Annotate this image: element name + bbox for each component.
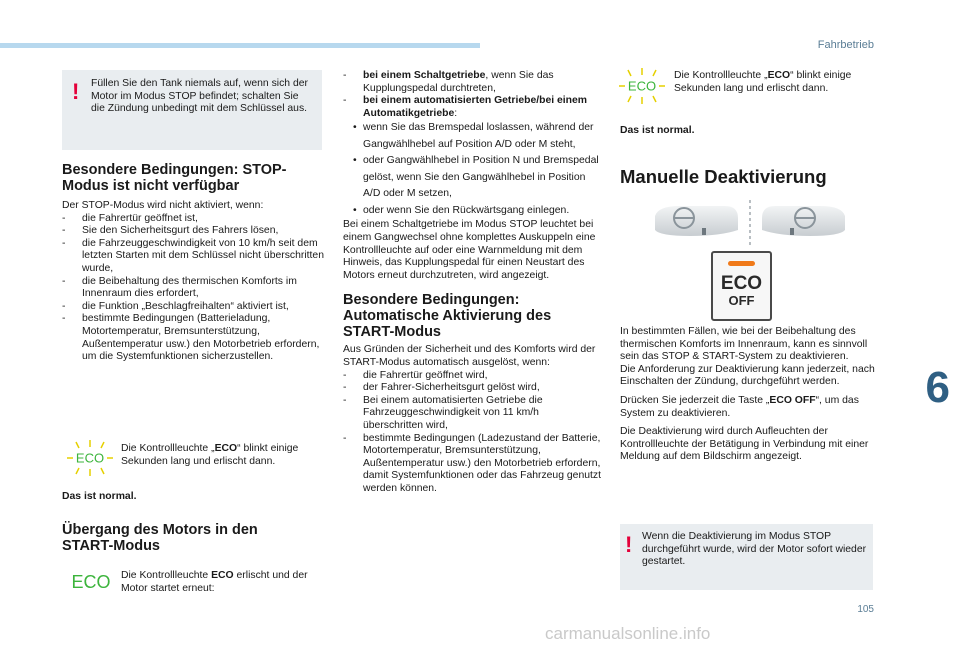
- right-para-1: In bestimmten Fällen, wie bei der Beibehaltung des thermischen Komforts im Innenraum, kann es sinnvoll sein das STOP & START-System zu deaktivieren.: [620, 326, 868, 363]
- svg-text:ECO: ECO: [627, 78, 657, 94]
- list-item: - Bei einem automatisierten Getriebe die Fahrzeuggeschwindigkeit von 11 km/h überschritten wird,: [343, 394, 543, 431]
- list-item: - die Fahrertür geöffnet ist,: [62, 212, 198, 224]
- warning-icon: !: [72, 79, 80, 104]
- right-text: [620, 326, 876, 464]
- list-item: - der Fahrer-Sicherheitsgurt gelöst wird,: [343, 382, 540, 394]
- warning-box: [62, 70, 322, 150]
- eco-blinking-icon: [618, 68, 666, 104]
- list-item: - Sie den Sicherheitsgurt des Fahrers lösen,: [62, 225, 279, 237]
- eco-icon-label: ECO: [75, 450, 105, 466]
- dashboard-illustration: [650, 200, 850, 245]
- middle-column: [343, 70, 601, 495]
- right-para-4: Die Deaktivierung wird durch Aufleuchten der Kontrollleuchte der Betätigung in Verbindung mit einer Meldung auf dem Bildschirm angezeigt.: [620, 426, 869, 463]
- eco-off-text: Die Kontrollleuchte ECO erlischt und der Motor startet erneut:: [121, 570, 308, 594]
- svg-text:ECO: ECO: [71, 572, 111, 592]
- list-item: - die Fahrertür geöffnet wird,: [343, 369, 488, 381]
- header-bar: [0, 43, 480, 48]
- eco-off-button[interactable]: [711, 251, 772, 321]
- warning-text: Füllen Sie den Tank niemals auf, wenn sich der Motor im Modus STOP befindet; schalten Sie die Zündung unbedingt mit dem Schlüssel aus.: [91, 78, 308, 115]
- chapter-number: 6: [925, 363, 950, 412]
- page-number: 105: [857, 604, 874, 615]
- list-item: - die Fahrzeuggeschwindigkeit von 10 km/h seit dem letzten Starten mit dem Schlüssel nicht überschritten wurde,: [62, 237, 324, 274]
- eco-off-eco-label: ECO: [720, 273, 763, 294]
- stop-list: [62, 213, 324, 364]
- eco-blinking-icon: [66, 440, 114, 476]
- stop-section: [62, 162, 324, 364]
- stop-intro: Der STOP-Modus wird nicht aktiviert, wenn:: [62, 200, 264, 211]
- list-item: • wenn Sie das Bremspedal loslassen, während der Gangwählhebel auf Position A/D oder M steht,: [353, 122, 594, 150]
- eco-off-led: [728, 261, 755, 266]
- warning-icon: !: [625, 532, 633, 557]
- transition-heading: Übergang des Motors in den START-Modus: [62, 522, 258, 554]
- normal-note-right: Das ist normal.: [620, 125, 695, 136]
- right-para-2: Die Anforderung zur Deaktivierung kann jederzeit, nach Einschalten der Zündung, durchgeführt werden.: [620, 363, 875, 388]
- list-item: - bei einem Schaltgetriebe, wenn Sie das Kupplungspedal durchtreten,: [343, 70, 554, 94]
- list-item: • oder Gangwählhebel in Position N und Bremspedal gelöst, wenn Sie den Gangwählhebel in Position A/D oder M setzen,: [353, 155, 599, 200]
- manual-deactivation-heading: Manuelle Deaktivierung: [620, 166, 827, 187]
- list-item: - bei einem automatisierten Getriebe/bei einem Automatikgetriebe:: [343, 95, 588, 119]
- list-item: - die Beibehaltung des thermischen Komforts im Innenraum dies erfordert,: [62, 275, 297, 300]
- eco-off-off-label: OFF: [728, 293, 755, 308]
- auto-intro: Aus Gründen der Sicherheit und des Komforts wird der START-Modus automatisch ausgelöst, wenn:: [343, 344, 596, 368]
- section-title: Fahrbetrieb: [817, 39, 874, 51]
- list-item: - die Funktion „Beschlagfreihalten“ aktiviert ist,: [62, 300, 289, 312]
- warning-box-right: [620, 524, 873, 590]
- normal-note: Das ist normal.: [62, 491, 137, 502]
- watermark: carmanualsonline.info: [545, 624, 711, 643]
- eco-blink-text-right: Die Kontrollleuchte „ECO“ blinkt einige Sekunden lang und erlischt dann.: [674, 70, 852, 94]
- list-item: • oder wenn Sie den Rückwärtsgang einlegen.: [353, 204, 570, 216]
- list-item: - bestimmte Bedingungen (Ladezustand der Batterie, Motortemperatur, Bremsunterstützung, Außentemperatur usw.) den Motorbetrieb erfordern, damit Systemfunktionen oder das Fahrzeug genutzt werden können.: [343, 432, 601, 494]
- manual-gearbox-para: Bei einem Schaltgetriebe im Modus STOP leuchtet bei einem Gangwechsel ohne komplettes Auskuppeln eine Kontrollleuchte auf oder eine Warnmeldung mit dem Hinweis, das Kupplungspedal für einen Neustart des Motors erneut durchzutreten, wird angezeigt.: [343, 219, 596, 281]
- eco-icon: [68, 570, 114, 592]
- auto-heading: Besondere Bedingungen: Automatische Aktivierung des START-Modus: [343, 292, 552, 341]
- list-item: - bestimmte Bedingungen (Batterieladung, Motortemperatur, Bremsunterstützung, Außentemperatur usw.) den Motorbetrieb erfordern, um die Systemfunktionen sicherzustellen.: [62, 313, 320, 363]
- stop-heading: Besondere Bedingungen: STOP- Modus ist nicht verfügbar: [62, 162, 287, 194]
- eco-blink-text: Die Kontrollleuchte „ECO“ blinkt einige Sekunden lang und erlischt dann.: [121, 443, 299, 467]
- transition-section: [62, 522, 324, 554]
- warning-text-right: Wenn die Deaktivierung im Modus STOP durchgeführt wurde, wird der Motor sofort wieder gestartet.: [642, 531, 867, 568]
- right-para-3: Drücken Sie jederzeit die Taste „ECO OFF“, um das System zu deaktivieren.: [620, 394, 859, 419]
